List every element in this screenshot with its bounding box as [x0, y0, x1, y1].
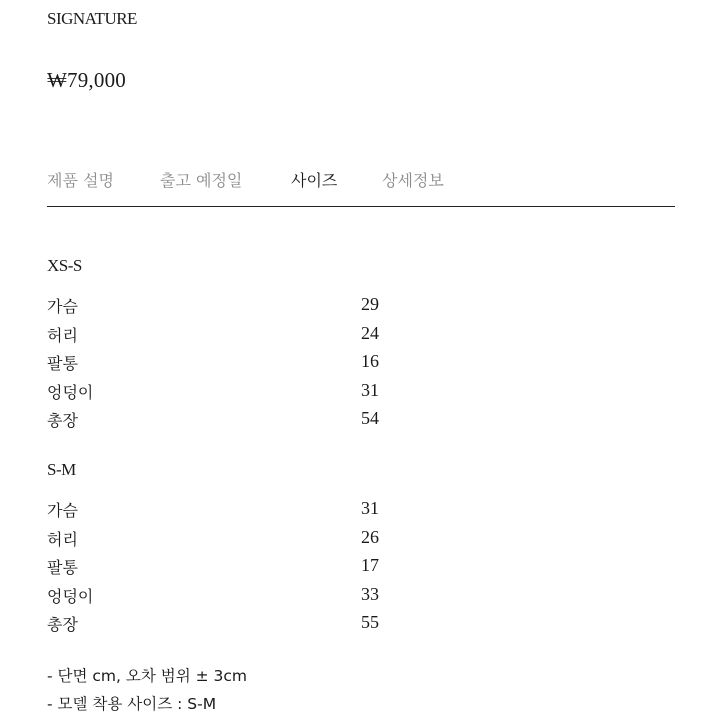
measure-value: 31 [361, 498, 379, 518]
size-row-sleeve [47, 351, 447, 380]
size-row-chest [47, 498, 447, 527]
size-section-xs-s [47, 255, 447, 437]
measure-value: 24 [361, 322, 379, 343]
note-measurement: - 단면 cm, 오차 범위 ± 3cm [47, 667, 248, 685]
tab-shipping-date[interactable]: 출고 예정일 [160, 171, 243, 190]
size-row-hip [47, 584, 447, 613]
measure-label: 팔통 [47, 558, 78, 577]
size-row-hip [47, 380, 447, 409]
measure-value: 17 [361, 555, 379, 575]
measure-label: 가슴 [47, 297, 78, 316]
product-name: SIGNATURE [47, 9, 137, 28]
tab-details[interactable]: 상세정보 [382, 171, 444, 190]
measure-value: 26 [361, 526, 379, 547]
measure-label: 엉덩이 [47, 382, 94, 402]
size-row-length [47, 612, 447, 641]
tab-bar [47, 166, 675, 207]
measure-value: 33 [361, 583, 379, 604]
measure-value: 31 [361, 379, 379, 400]
size-title: XS-S [47, 256, 82, 275]
measure-value: 55 [361, 612, 379, 632]
size-row-chest [47, 294, 447, 323]
tab-size[interactable]: 사이즈 [291, 171, 338, 190]
size-row-waist [47, 323, 447, 352]
measure-label: 팔통 [47, 354, 78, 373]
size-section-s-m [47, 459, 447, 641]
measure-label: 총장 [47, 615, 78, 634]
measure-label: 엉덩이 [47, 586, 94, 606]
measure-value: 16 [361, 351, 379, 371]
measure-value: 29 [361, 294, 379, 314]
measure-label: 허리 [47, 325, 78, 345]
product-price: ₩79,000 [47, 68, 126, 92]
measure-value: 54 [361, 408, 379, 428]
note-model-size: - 모델 착용 사이즈 : S-M [47, 695, 217, 713]
size-title: S-M [47, 460, 76, 479]
size-notes [47, 663, 247, 719]
measure-label: 허리 [47, 529, 78, 549]
measure-label: 가슴 [47, 501, 78, 520]
size-row-waist [47, 527, 447, 556]
size-row-sleeve [47, 555, 447, 584]
tab-product-description[interactable]: 제품 설명 [47, 171, 114, 190]
size-row-length [47, 408, 447, 437]
measure-label: 총장 [47, 411, 78, 430]
